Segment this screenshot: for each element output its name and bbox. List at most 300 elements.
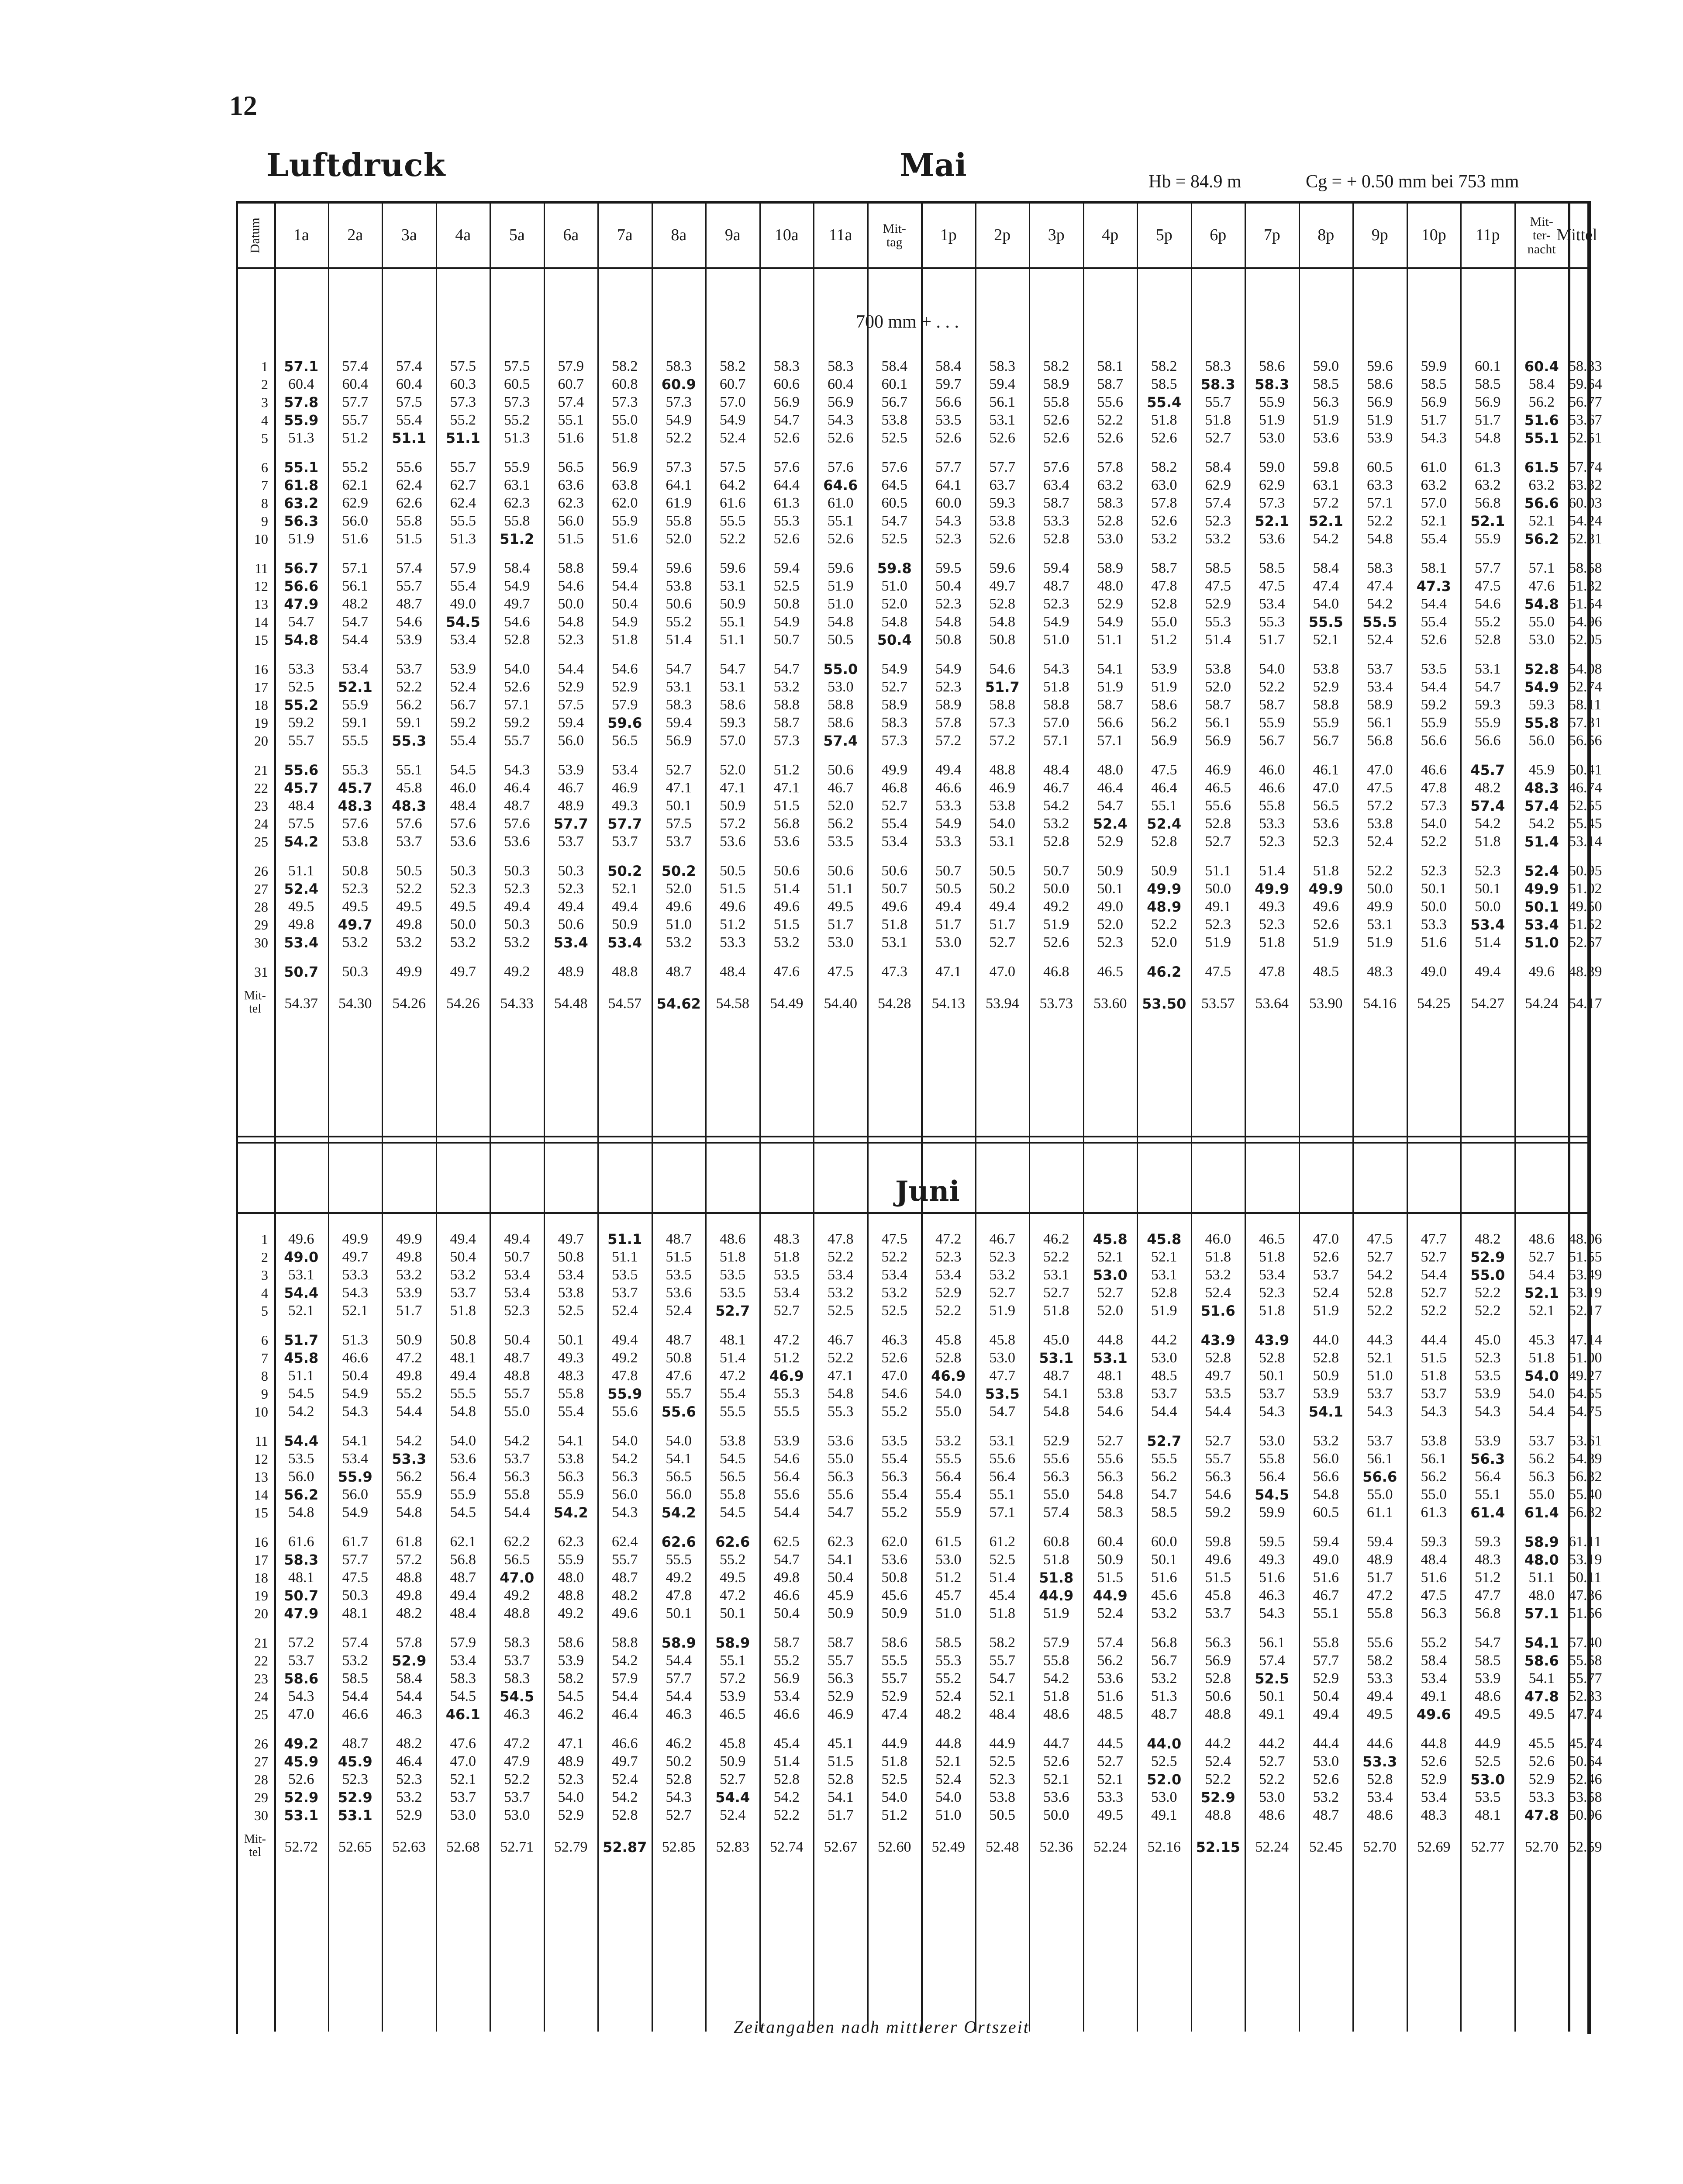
value-cell: 47.0 — [500, 1569, 535, 1586]
value-cell: 52.5 — [1255, 1670, 1290, 1687]
value-cell: 52.7 — [1097, 1285, 1123, 1301]
value-cell: 57.1 — [1367, 495, 1393, 511]
value-cell: 56.9 — [612, 459, 638, 475]
value-cell: 59.0 — [1259, 459, 1285, 475]
value-cell: 61.5 — [935, 1534, 962, 1550]
value-cell: 57.6 — [396, 816, 422, 832]
value-cell: 58.9 — [715, 1635, 750, 1651]
value-cell: 52.3 — [1097, 934, 1123, 950]
value-cell: 54.2 — [1043, 1670, 1069, 1686]
value-cell: 56.3 — [1043, 1469, 1069, 1485]
value-cell: 52.4 — [612, 1771, 638, 1787]
value-cell: 53.94 — [986, 995, 1019, 1012]
value-cell: 48.6 — [1259, 1807, 1285, 1823]
value-cell: 53.7 — [504, 1451, 530, 1467]
value-cell: 52.45 — [1309, 1839, 1343, 1855]
value-cell: 49.8 — [288, 916, 314, 933]
value-cell: 51.8 — [612, 430, 638, 446]
value-cell: 52.1 — [1313, 632, 1339, 648]
value-cell: 58.8 — [1043, 697, 1069, 713]
value-cell: 48.2 — [935, 1706, 962, 1722]
daily-mean-cell: 47.74 — [1569, 1706, 1602, 1722]
value-cell: 51.8 — [1043, 1688, 1069, 1704]
value-cell: 55.2 — [935, 1670, 962, 1686]
value-cell: 52.2 — [1259, 679, 1285, 695]
value-cell: 52.6 — [1421, 1753, 1447, 1769]
value-cell: 53.0 — [450, 1807, 476, 1823]
value-cell: 55.7 — [1205, 1451, 1231, 1467]
value-cell: 47.8 — [1524, 1688, 1559, 1705]
value-cell: 54.3 — [288, 1688, 314, 1704]
value-cell: 54.7 — [989, 1670, 1015, 1686]
value-cell: 54.4 — [1528, 1267, 1555, 1283]
value-cell: 51.1 — [445, 430, 480, 446]
value-cell: 46.4 — [396, 1753, 422, 1769]
day-number: 18 — [254, 697, 268, 713]
value-cell: 51.0 — [828, 596, 854, 612]
value-cell: 54.7 — [773, 1552, 800, 1568]
value-cell: 51.9 — [828, 578, 854, 594]
value-cell: 52.8 — [504, 632, 530, 648]
table-row — [236, 1451, 1602, 1467]
value-cell: 52.3 — [935, 679, 962, 695]
value-cell: 45.9 — [828, 1587, 854, 1603]
value-cell: 52.5 — [989, 1552, 1015, 1568]
value-cell: 55.8 — [1313, 1635, 1339, 1651]
value-cell: 48.7 — [666, 964, 692, 980]
value-cell: 47.6 — [773, 964, 800, 980]
value-cell: 55.0 — [1043, 1486, 1069, 1503]
value-cell: 58.4 — [1528, 376, 1555, 392]
value-cell: 48.7 — [504, 798, 530, 814]
value-cell: 57.6 — [1043, 459, 1069, 475]
value-cell: 53.3 — [1421, 916, 1447, 933]
value-cell: 48.9 — [1147, 898, 1182, 915]
value-cell: 56.2 — [1528, 394, 1555, 410]
value-cell: 57.9 — [612, 1670, 638, 1686]
daily-mean-cell: 55.77 — [1569, 1670, 1602, 1686]
value-cell: 59.5 — [935, 560, 962, 576]
value-cell: 49.6 — [612, 1605, 638, 1621]
day-number: 28 — [254, 899, 268, 915]
value-cell: 52.3 — [1259, 916, 1285, 933]
value-cell: 56.3 — [1205, 1635, 1231, 1651]
value-cell: 58.1 — [1421, 560, 1447, 576]
value-cell: 56.6 — [1421, 733, 1447, 749]
table-row — [236, 495, 1602, 511]
daily-mean-cell: 47.36 — [1569, 1587, 1602, 1603]
value-cell: 54.2 — [1367, 596, 1393, 612]
day-number: 1 — [261, 1231, 268, 1247]
value-cell: 51.7 — [1367, 1569, 1393, 1586]
value-cell: 50.8 — [773, 596, 800, 612]
value-cell: 53.7 — [1367, 1433, 1393, 1449]
value-cell: 51.8 — [1475, 833, 1501, 850]
value-cell: 54.6 — [1205, 1486, 1231, 1503]
value-cell: 49.2 — [504, 964, 530, 980]
day-number: 17 — [254, 679, 268, 695]
value-cell: 48.7 — [504, 1350, 530, 1366]
value-cell: 61.8 — [396, 1534, 422, 1550]
value-cell: 52.6 — [1313, 1249, 1339, 1265]
value-cell: 51.0 — [935, 1605, 962, 1621]
value-cell: 50.8 — [666, 1350, 692, 1366]
value-cell: 55.1 — [1475, 1486, 1501, 1503]
value-cell: 51.8 — [881, 916, 907, 933]
value-cell: 53.2 — [1151, 1670, 1177, 1686]
value-cell: 57.6 — [881, 459, 907, 475]
value-cell: 53.6 — [720, 833, 746, 850]
value-cell: 59.5 — [1259, 1534, 1285, 1550]
value-cell: 53.5 — [1475, 1368, 1501, 1384]
value-cell: 54.9 — [342, 1504, 368, 1521]
value-cell: 55.9 — [607, 1386, 642, 1402]
value-cell: 52.6 — [1097, 430, 1123, 446]
value-cell: 58.3 — [1255, 376, 1290, 393]
value-cell: 52.1 — [342, 1303, 368, 1319]
value-cell: 56.1 — [989, 394, 1015, 410]
value-cell: 57.9 — [558, 358, 584, 374]
value-cell: 58.3 — [504, 1670, 530, 1686]
value-cell: 53.9 — [558, 1652, 584, 1669]
value-cell: 45.3 — [1528, 1332, 1555, 1348]
footer-note: Zeitangaben nach mittlerer Ortszeit — [734, 2017, 1030, 2037]
value-cell: 44.4 — [1421, 1332, 1447, 1348]
value-cell: 52.6 — [1528, 1753, 1555, 1769]
value-cell: 53.9 — [720, 1688, 746, 1704]
value-cell: 51.9 — [1043, 1605, 1069, 1621]
value-cell: 52.0 — [1097, 1303, 1123, 1319]
value-cell: 62.3 — [558, 495, 584, 511]
value-cell: 62.6 — [661, 1534, 696, 1550]
value-cell: 53.0 — [935, 934, 962, 950]
value-cell: 56.5 — [720, 1469, 746, 1485]
value-cell: 58.9 — [1367, 697, 1393, 713]
value-cell: 55.8 — [1043, 1652, 1069, 1669]
june-top-divider — [236, 1142, 1589, 1144]
value-cell: 56.4 — [989, 1469, 1015, 1485]
value-cell: 55.2 — [396, 1386, 422, 1402]
value-cell: 56.2 — [396, 1469, 422, 1485]
value-cell: 51.0 — [935, 1807, 962, 1823]
value-cell: 54.3 — [666, 1789, 692, 1805]
value-cell: 50.6 — [881, 863, 907, 879]
value-cell: 53.7 — [666, 833, 692, 850]
value-cell: 45.4 — [989, 1587, 1015, 1603]
value-cell: 52.8 — [935, 1350, 962, 1366]
daily-mean-cell: 51.56 — [1569, 1605, 1602, 1621]
value-cell: 51.8 — [1043, 1552, 1069, 1568]
value-cell: 55.9 — [1475, 531, 1501, 547]
table-row — [236, 358, 1602, 375]
value-cell: 61.9 — [666, 495, 692, 511]
value-cell: 54.1 — [1524, 1635, 1559, 1651]
value-cell: 53.8 — [720, 1433, 746, 1449]
value-cell: 54.4 — [715, 1789, 750, 1806]
value-cell: 63.6 — [558, 477, 584, 493]
value-cell: 56.3 — [881, 1469, 907, 1485]
value-cell: 49.4 — [558, 898, 584, 915]
value-cell: 62.5 — [773, 1534, 800, 1550]
value-cell: 54.5 — [450, 1688, 476, 1704]
value-cell: 63.2 — [1421, 477, 1447, 493]
table-title-luftdruck: Luftdruck — [266, 146, 446, 183]
value-cell: 50.7 — [935, 863, 962, 879]
value-cell: 54.4 — [1205, 1403, 1231, 1420]
column-header: 6a — [563, 226, 579, 245]
value-cell: 46.7 — [1043, 780, 1069, 796]
value-cell: 50.9 — [1097, 863, 1123, 879]
value-cell: 59.6 — [989, 560, 1015, 576]
value-cell: 50.1 — [1259, 1688, 1285, 1704]
value-cell: 64.6 — [823, 477, 858, 494]
value-cell: 52.3 — [558, 881, 584, 897]
value-cell: 50.1 — [720, 1605, 746, 1621]
value-cell: 53.50 — [1142, 995, 1186, 1012]
value-cell: 53.4 — [504, 1267, 530, 1283]
value-cell: 56.3 — [1313, 394, 1339, 410]
value-cell: 46.5 — [1259, 1231, 1285, 1247]
value-cell: 50.3 — [504, 916, 530, 933]
value-cell: 53.2 — [1313, 1789, 1339, 1805]
value-cell: 52.8 — [989, 596, 1015, 612]
value-cell: 52.8 — [1524, 661, 1559, 677]
value-cell: 51.9 — [288, 531, 314, 547]
value-cell: 49.4 — [612, 898, 638, 915]
value-cell: 48.3 — [1367, 964, 1393, 980]
value-cell: 51.9 — [1151, 679, 1177, 695]
value-cell: 48.3 — [773, 1231, 800, 1247]
daily-mean-cell: 52.05 — [1569, 632, 1602, 648]
value-cell: 47.1 — [720, 780, 746, 796]
value-cell: 58.5 — [1313, 376, 1339, 392]
value-cell: 50.7 — [284, 964, 319, 980]
value-cell: 63.0 — [1151, 477, 1177, 493]
daily-mean-cell: 51.52 — [1569, 916, 1602, 933]
value-cell: 55.2 — [504, 412, 530, 428]
value-cell: 62.4 — [396, 477, 422, 493]
value-cell: 48.4 — [720, 964, 746, 980]
value-cell: 48.8 — [396, 1569, 422, 1586]
table-row — [236, 1368, 1602, 1384]
value-cell: 60.1 — [881, 376, 907, 392]
value-cell: 52.9 — [1470, 1249, 1505, 1265]
value-cell: 59.3 — [720, 715, 746, 731]
value-cell: 50.5 — [989, 1807, 1015, 1823]
value-cell: 54.33 — [500, 995, 534, 1012]
value-cell: 52.7 — [1259, 1753, 1285, 1769]
value-cell: 54.8 — [1367, 531, 1393, 547]
value-cell: 53.6 — [666, 1285, 692, 1301]
value-cell: 53.4 — [773, 1285, 800, 1301]
value-cell: 56.2 — [1524, 531, 1559, 547]
day-number: 6 — [261, 1332, 268, 1348]
value-cell: 53.1 — [1039, 1350, 1074, 1366]
value-cell: 57.0 — [720, 394, 746, 410]
column-header: 4p — [1102, 226, 1119, 245]
value-cell: 53.4 — [1367, 1789, 1393, 1805]
value-cell: 46.6 — [773, 1587, 800, 1603]
daily-mean-cell: 49.50 — [1569, 898, 1602, 915]
value-cell: 52.3 — [558, 632, 584, 648]
value-cell: 54.6 — [1097, 1403, 1123, 1420]
value-cell: 58.3 — [284, 1552, 319, 1568]
value-cell: 44.8 — [1097, 1332, 1123, 1348]
value-cell: 52.74 — [770, 1839, 804, 1855]
value-cell: 51.5 — [558, 531, 584, 547]
daily-mean-cell: 51.32 — [1569, 578, 1602, 594]
value-cell: 46.4 — [1097, 780, 1123, 796]
value-cell: 52.4 — [1524, 863, 1559, 879]
value-cell: 53.9 — [773, 1433, 800, 1449]
value-cell: 53.4 — [881, 833, 907, 850]
value-cell: 55.1 — [828, 513, 854, 529]
value-cell: 54.8 — [828, 1386, 854, 1402]
value-cell: 58.3 — [1097, 1504, 1123, 1521]
value-cell: 52.1 — [1367, 1350, 1393, 1366]
value-cell: 53.0 — [935, 1552, 962, 1568]
value-cell: 56.1 — [1421, 1451, 1447, 1467]
value-cell: 48.0 — [1528, 1587, 1555, 1603]
value-cell: 57.8 — [935, 715, 962, 731]
value-cell: 52.0 — [881, 596, 907, 612]
value-cell: 55.8 — [720, 1486, 746, 1503]
value-cell: 60.9 — [661, 376, 696, 393]
value-cell: 52.1 — [1308, 513, 1343, 529]
day-number: 30 — [254, 935, 268, 950]
value-cell: 53.5 — [666, 1267, 692, 1283]
daily-mean-cell: 55.58 — [1569, 1652, 1602, 1669]
value-cell: 57.5 — [720, 459, 746, 475]
value-cell: 54.6 — [989, 661, 1015, 677]
value-cell: 52.8 — [1259, 1350, 1285, 1366]
value-cell: 50.5 — [720, 863, 746, 879]
value-cell: 51.9 — [989, 1303, 1015, 1319]
value-cell: 53.6 — [1043, 1789, 1069, 1805]
value-cell: 47.2 — [935, 1231, 962, 1247]
table-row — [236, 1789, 1602, 1806]
value-cell: 48.1 — [1475, 1807, 1501, 1823]
value-cell: 57.7 — [342, 1552, 368, 1568]
value-cell: 46.5 — [720, 1706, 746, 1722]
value-cell: 55.7 — [450, 459, 476, 475]
value-cell: 53.2 — [450, 1267, 476, 1283]
value-cell: 52.0 — [720, 762, 746, 778]
value-cell: 52.6 — [504, 679, 530, 695]
value-cell: 56.8 — [1475, 495, 1501, 511]
value-cell: 54.4 — [612, 578, 638, 594]
value-cell: 48.7 — [1313, 1807, 1339, 1823]
value-cell: 54.4 — [1528, 1403, 1555, 1420]
value-cell: 52.4 — [666, 1303, 692, 1319]
column-header: 1p — [940, 226, 957, 245]
value-cell: 60.4 — [828, 376, 854, 392]
value-cell: 53.0 — [828, 934, 854, 950]
value-cell: 52.6 — [828, 430, 854, 446]
value-cell: 57.4 — [1470, 798, 1505, 814]
value-cell: 45.6 — [1151, 1587, 1177, 1603]
station-height-note: Hb = 84.9 m — [1148, 172, 1242, 192]
value-cell: 50.4 — [773, 1605, 800, 1621]
value-cell: 58.3 — [1097, 495, 1123, 511]
day-number: 11 — [255, 1433, 268, 1449]
value-cell: 52.3 — [989, 1771, 1015, 1787]
value-cell: 53.7 — [612, 833, 638, 850]
value-cell: 58.9 — [1043, 376, 1069, 392]
value-cell: 53.9 — [1475, 1433, 1501, 1449]
value-cell: 53.4 — [284, 934, 319, 951]
value-cell: 58.7 — [1205, 697, 1231, 713]
daily-mean-cell: 61.11 — [1569, 1534, 1602, 1550]
value-cell: 50.8 — [450, 1332, 476, 1348]
daily-mean-cell: 53.67 — [1569, 412, 1602, 428]
value-cell: 56.7 — [1313, 733, 1339, 749]
value-cell: 49.5 — [342, 898, 368, 915]
value-cell: 48.4 — [1043, 762, 1069, 778]
value-cell: 51.2 — [935, 1569, 962, 1586]
day-number: 26 — [254, 1736, 268, 1752]
value-cell: 52.3 — [1475, 863, 1501, 879]
value-cell: 54.2 — [612, 1789, 638, 1805]
column-header: 10p — [1421, 226, 1446, 245]
value-cell: 51.6 — [1421, 1569, 1447, 1586]
value-cell: 52.8 — [1043, 531, 1069, 547]
table-row — [236, 1753, 1602, 1770]
value-cell: 53.7 — [1259, 1386, 1285, 1402]
value-cell: 53.64 — [1255, 995, 1289, 1012]
value-cell: 59.3 — [989, 495, 1015, 511]
value-cell: 49.9 — [342, 1231, 368, 1247]
value-cell: 54.4 — [612, 1688, 638, 1704]
value-cell: 52.2 — [1151, 916, 1177, 933]
value-cell: 52.1 — [1528, 513, 1555, 529]
value-cell: 52.4 — [720, 1807, 746, 1823]
value-cell: 57.7 — [1475, 560, 1501, 576]
value-cell: 57.1 — [1524, 1605, 1559, 1622]
value-cell: 51.8 — [1528, 1350, 1555, 1366]
june-header-divider — [236, 1212, 1589, 1214]
daily-mean-cell: 47.14 — [1569, 1332, 1602, 1348]
value-cell: 59.3 — [1475, 1534, 1501, 1550]
value-cell: 51.4 — [1524, 833, 1559, 850]
column-header: Mit- ter- nacht — [1527, 214, 1556, 256]
day-number: 22 — [254, 780, 268, 796]
value-cell: 52.6 — [1313, 916, 1339, 933]
value-cell: 54.9 — [881, 661, 907, 677]
value-cell: 46.8 — [1043, 964, 1069, 980]
value-cell: 50.0 — [450, 916, 476, 933]
value-cell: 50.4 — [877, 632, 912, 648]
value-cell: 55.1 — [1313, 1605, 1339, 1621]
value-cell: 53.3 — [1043, 513, 1069, 529]
value-cell: 59.1 — [396, 715, 422, 731]
day-number: 2 — [261, 377, 268, 392]
value-cell: 54.1 — [342, 1433, 368, 1449]
value-cell: 51.5 — [666, 1249, 692, 1265]
value-cell: 48.0 — [1097, 578, 1123, 594]
value-cell: 50.2 — [607, 863, 642, 879]
value-cell: 53.4 — [342, 1451, 368, 1467]
day-number: 20 — [254, 1606, 268, 1621]
value-cell: 56.2 — [828, 816, 854, 832]
value-cell: 56.9 — [1367, 394, 1393, 410]
value-cell: 44.9 — [1475, 1735, 1501, 1752]
value-cell: 57.7 — [607, 816, 642, 832]
table-row — [236, 697, 1602, 713]
value-cell: 53.2 — [396, 1789, 422, 1805]
value-cell: 47.7 — [1475, 1587, 1501, 1603]
value-cell: 56.3 — [828, 1670, 854, 1686]
